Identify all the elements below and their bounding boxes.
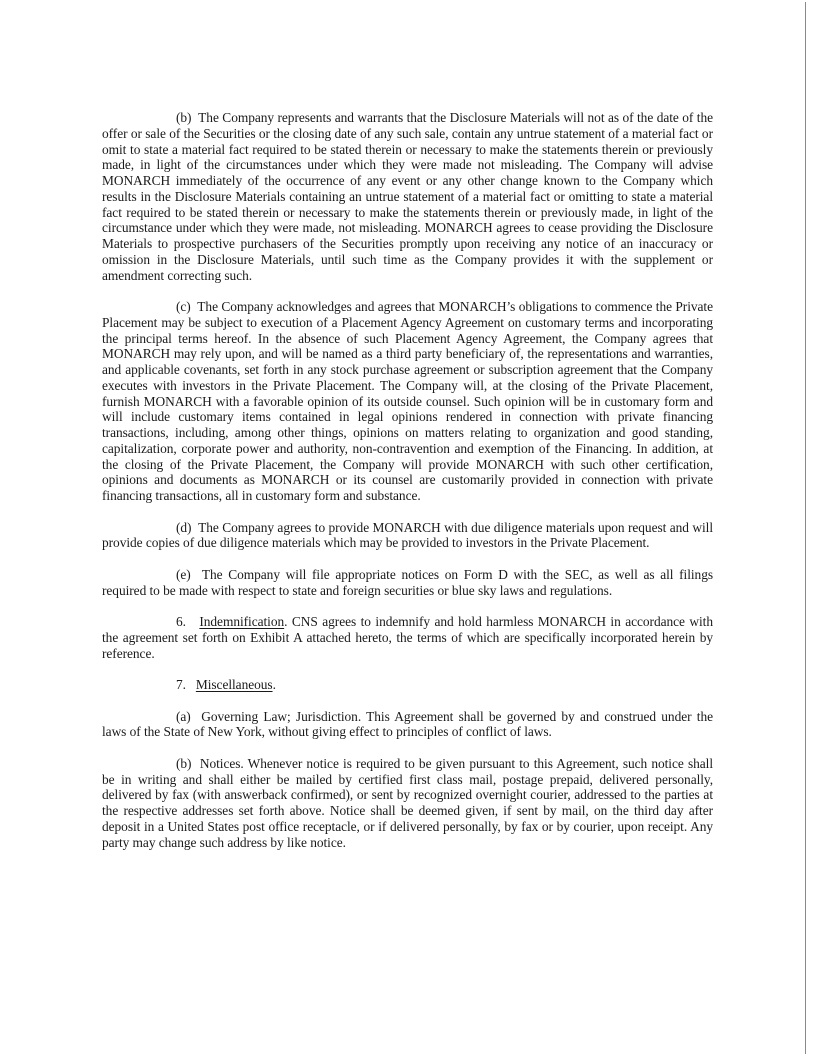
section-6-indemnification [102,614,713,661]
paragraph-5d [102,520,713,552]
paragraph-lead: (e) [176,566,191,582]
paragraph-lead: (c) [176,299,191,314]
section-number: 6. [176,614,186,629]
paragraph-text: Notices. Whenever notice is required to be given pursuant to this Agreement, such notice shall be in writing and shall either be mailed by certified first class mail, postage prepaid, delivered personally, delivered by fax (with answerback confirmed), or sent by recognized overnight courier, addressed to the parties at the respective addresses set forth above. Notice shall be deemed given, if sent by mail, on the third day after deposit in a United States post office receptacle, or if delivered personally, by fax or by courier, upon receipt. Any party may change such address by like notice. [102,755,713,850]
paragraph-lead: (a) [176,708,191,724]
paragraph-text: The Company will file appropriate notices on Form D with the SEC, as well as all filings required to be made with respect to state and foreign securities or blue sky laws and regulations. [102,566,713,598]
paragraph-text: The Company acknowledges and agrees that MONARCH’s obligations to commence the Private Placement may be subject to execution of a Placement Agency Agreement on customary terms and incorporating the principal terms hereof. In the absence of such Placement Agency Agreement, the Company agrees that MONARCH may rely upon, and will be named as a third party beneficiary of, the representations and warranties, and applicable covenants, set forth in any stock purchase agreement or subscription agreement that the Company executes with investors in the Private Placement. The Company will, at the closing of the Private Placement, furnish MONARCH with a favorable opinion of its outside counsel. Such opinion will be in customary form and will include customary items contained in legal opinions rendered in connection with private financing transactions, including, among other things, opinions on matters relating to organization and good standing, capitalization, corporate power and authority, non-contravention and exemption of the Financing. In addition, at the closing of the Private Placement, the Company will provide MONARCH with such other certification, opinions and documents as MONARCH or its counsel are customarily provided in connection with private financing transactions, all in customary form and substance. [102,299,713,503]
paragraph-5e [102,567,713,599]
section-title-suffix: . [272,677,276,692]
section-title: Miscellaneous [195,677,273,692]
paragraph-lead: (b) [176,755,192,771]
page-edge-line [805,2,806,1054]
section-number: 7. [176,677,186,692]
paragraph-text: The Company represents and warrants that the Disclosure Materials will not as of the date of the offer or sale of the Securities or the closing date of any such sale, contain any untrue statement of a material fact or omit to state a material fact required to be stated therein or necessary to make the statements therein or previously made, in light of the circumstances under which they were made not misleading. The Company will advise MONARCH immediately of the occurrence of any event or any other change known to the Company which results in the Disclosure Materials containing an untrue statement of a material fact or omitting to state a material fact required to be stated therein or necessary to make the statements therein or previously made, in light of the circumstance under which they were made, not misleading. MONARCH agrees to cease providing the Disclosure Materials to prospective purchasers of the Securities promptly upon receiving any notice of an inaccuracy or omission in the Disclosure Materials, until such time as the Company provides it with the supplement or amendment correcting such. [102,110,713,283]
paragraph-5c [102,299,713,504]
section-title: Indemnification [199,614,285,629]
paragraph-7a-governing-law [102,709,713,741]
document-body [102,110,713,850]
paragraph-5b [102,110,713,283]
paragraph-text: The Company agrees to provide MONARCH with due diligence materials upon request and will provide copies of due diligence materials which may be provided to investors in the Private Placement. [102,519,714,551]
section-text: . CNS agrees to indemnify and hold harmless MONARCH in accordance with the agreement set forth on Exhibit A attached hereto, the terms of which are specifically incorporated herein by reference. [102,614,713,661]
section-7-heading [102,677,713,693]
paragraph-text: Governing Law; Jurisdiction. This Agreement shall be governed by and construed under the laws of the State of New York, without giving effect to principles of conflict of laws. [102,708,713,740]
paragraph-lead: (b) [176,110,192,125]
paragraph-lead: (d) [176,519,192,535]
paragraph-7b-notices [102,756,713,851]
